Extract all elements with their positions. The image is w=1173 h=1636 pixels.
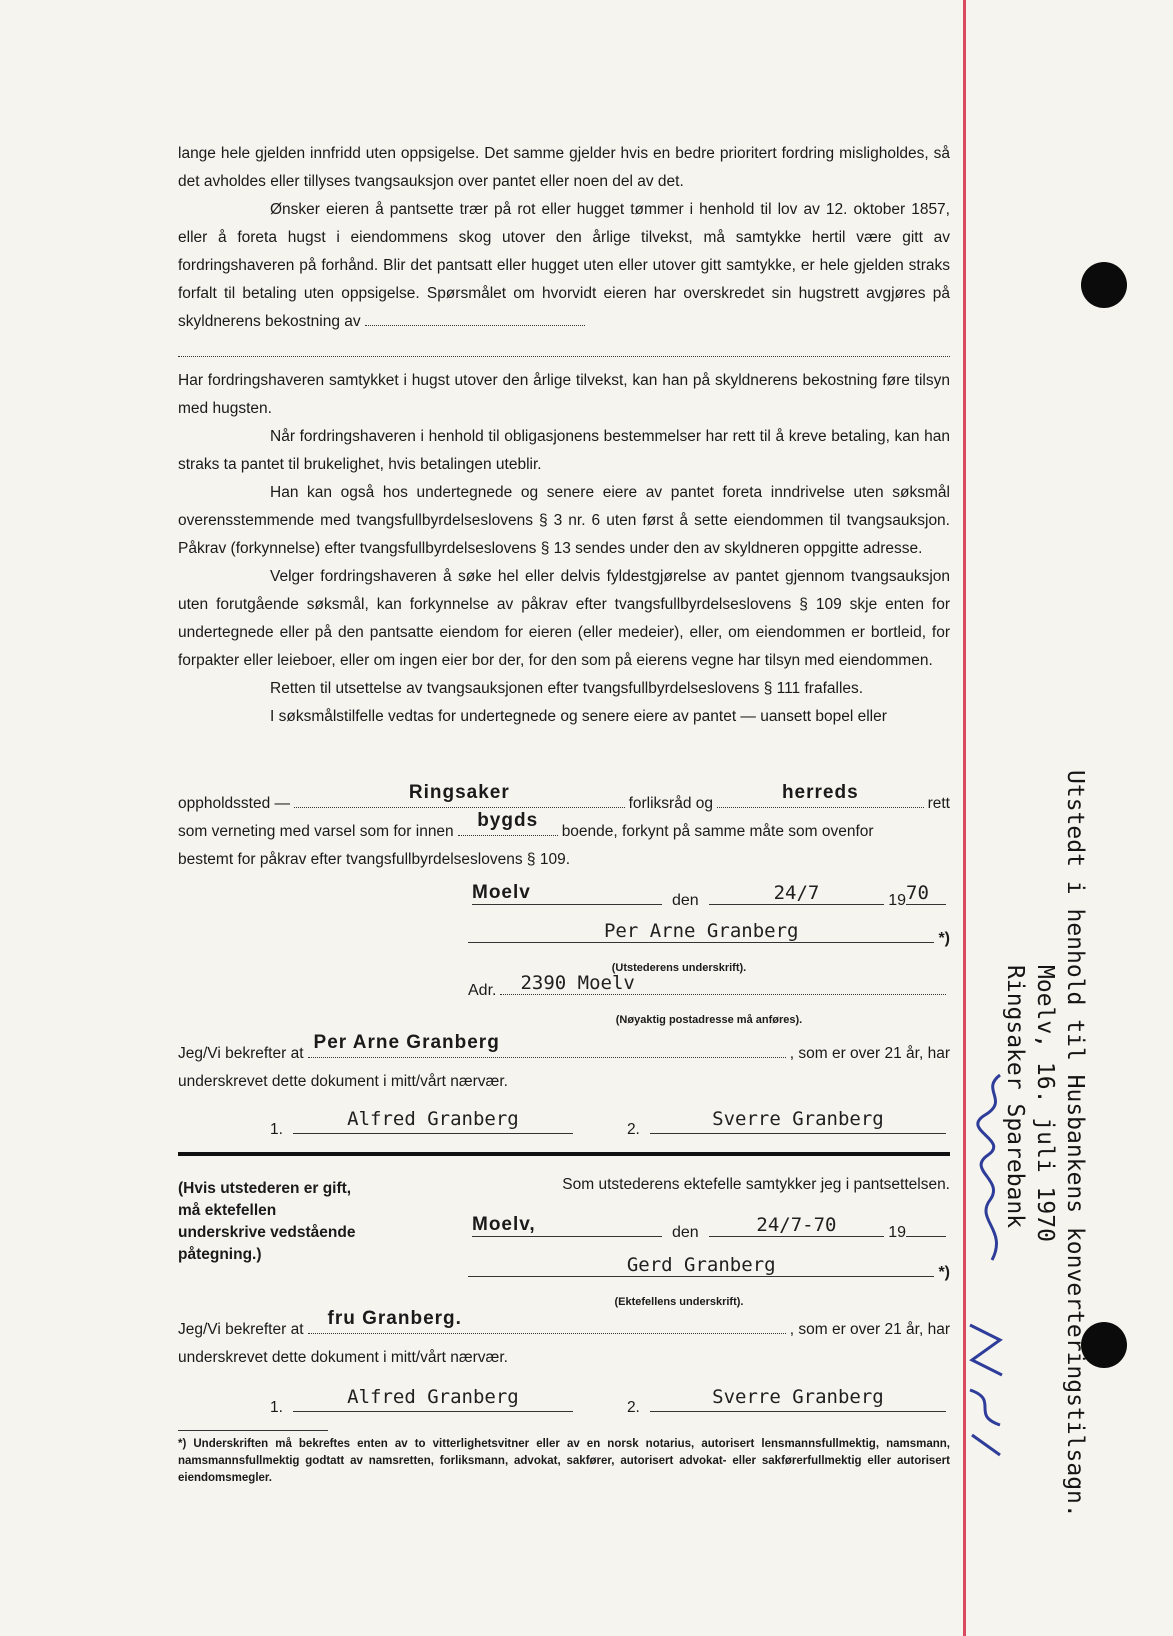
signer-star: *) (938, 930, 950, 947)
witness1-suffix: , som er over 21 år, har (789, 1045, 950, 1062)
witness1-name: Per Arne Granberg (313, 1032, 500, 1053)
spouse-star: *) (938, 1264, 950, 1281)
witness1-w2-field (650, 1108, 946, 1134)
witness2-w1-field (293, 1386, 573, 1412)
witness2-signatures (178, 1386, 950, 1422)
signature-place-field (472, 882, 662, 905)
address-caption: (Nøyaktig postadresse må anføres). (615, 1014, 803, 1026)
paragraph-2-text: Ønsker eieren å pantsette trær på rot eller hugget tømmer i henhold til lov av 12. oktober 1857, eller å foreta hugst i eiendommens skog utover den årlige tilvekst, må samtykke hertil være gitt av fordringshaveren på forhånd. Blir det pantsatt eller hugget uten eller utover gitt samtykke, er hele gjelden straks forfalt til betaling uten oppsigelse. Spørsmålet om hvorvidt eieren har overskredet sin hugstrett avgjøres på skyldnerens bekostning av (178, 201, 950, 330)
witness1-n1: 1. (270, 1121, 283, 1138)
handwritten-initials-1 (970, 1070, 1020, 1270)
spouse-signer: Gerd Granberg (626, 1254, 776, 1276)
paragraph-6: Velger fordringshaveren å søke hel eller delvis fyldestgjørelse av pantet gjennom tvangsauksjon uten forutgående søksmål, kan forkynnelse av påkrav efter tvangsfullbyrdelseslovens § 109 skje enten for undertegnede eller på den pantsatte eiendom for eieren (eller medeier), eller, om eiendommen er bortleid, for forpakter eller leieboer, eller om ingen eier bor der, for den som på eierens vegne har tilsyn med eiendommen. (178, 568, 950, 669)
spouse-label-den: den (672, 1224, 699, 1241)
handwritten-initials-2 (960, 1320, 1010, 1460)
paragraph-5: Han kan også hos undertegnede og senere eiere av pantet foreta inndrivelse uten søksmål overensstemmende med tvangsfullbyrdelseslovens § 3 nr. 6 uten først å sette eiendommen til tvangsauksjon. Påkrav (forkynnelse) efter tvangsfullbyrdelseslovens § 13 sendes under den av skyldneren oppgitte adresse. (178, 484, 950, 557)
address-line (468, 972, 950, 1014)
spouse-date: 24/7-70 (756, 1214, 837, 1236)
stamp-line-3: Ringsaker Sparebank (1002, 965, 1028, 1229)
spouse-date-field (709, 1214, 885, 1237)
address-value: 2390 Moelv (520, 972, 635, 994)
witness2-n1: 1. (270, 1399, 283, 1416)
paragraph-7: Retten til utsettelse av tvangsauksjonen efter tvangsfullbyrdelseslovens § 111 frafalles. (270, 680, 864, 697)
signature-year-field (906, 882, 946, 905)
witness1-signatures (178, 1108, 950, 1144)
paragraph-8: I søksmålstilfelle vedtas for undertegnede og senere eiere av pantet — uansett bopel eller (270, 708, 887, 725)
paragraph-2 (178, 196, 950, 336)
venue-line-3 (178, 846, 950, 874)
label-rett: rett (927, 795, 950, 812)
signature-date: 24/7 (773, 882, 820, 904)
signature-date-field (709, 882, 885, 905)
signer-line (468, 920, 950, 962)
spouse-consent: Som utstederens ektefelle samtykker jeg i pantsettelsen. (562, 1176, 950, 1193)
spouse-place: Moelv, (472, 1214, 536, 1235)
venue-court: herreds (781, 782, 859, 803)
venue-district-field (458, 810, 558, 836)
paragraph-1: lange hele gjelden innfridd uten oppsigelse. Det samme gjelder hvis en bedre prioritert fordring misligholdes, så det avholdes eller tillyses tvangsauksjon over pantet eller noen del av det. (178, 145, 950, 190)
witness2-w2: Sverre Granberg (712, 1386, 884, 1408)
signer-field (468, 920, 934, 943)
section-divider (178, 1152, 950, 1156)
witness2-w1: Alfred Granberg (347, 1386, 519, 1408)
blank-line (178, 336, 950, 357)
spouse-signature-block (468, 1214, 950, 1308)
witness2-w2-field (650, 1386, 946, 1412)
witness-block-2 (178, 1308, 950, 1422)
venue-place: Ringsaker (408, 782, 510, 803)
witness2-suffix: , som er over 21 år, har (789, 1321, 950, 1338)
label-den: den (672, 892, 699, 909)
signer-caption: (Utstederens underskrift). (611, 962, 747, 974)
venue-closing: bestemt for påkrav efter tvangsfullbyrdelseslovens § 109. (178, 851, 571, 868)
signature-year: 70 (906, 882, 929, 904)
year-prefix: 19 (888, 892, 906, 909)
label-forliksrad: forliksråd og (628, 795, 713, 812)
witness2-name: fru Granberg. (327, 1308, 462, 1329)
witness1-line (178, 1032, 950, 1068)
spouse-signer-line (468, 1254, 950, 1296)
spouse-place-field (472, 1214, 662, 1237)
witness2-prefix: Jeg/Vi bekrefter at (178, 1321, 304, 1338)
witness-block-1 (178, 1032, 950, 1144)
punch-hole-top (1081, 262, 1127, 308)
paragraph-3: Har fordringshaveren samtykket i hugst utover den årlige tilvekst, kan han på skyldnerens bekostning føre tilsyn med hugsten. (178, 372, 950, 417)
footnote-rule (178, 1430, 328, 1431)
spouse-signer-field (468, 1254, 934, 1277)
signer-name: Per Arne Granberg (603, 920, 799, 942)
witness1-line2: underskrevet dette dokument i mitt/vårt nærvær. (178, 1073, 508, 1090)
spouse-date-line (468, 1214, 950, 1256)
venue-line-2 (178, 810, 950, 846)
paragraph-4: Når fordringshaveren i henhold til obligasjonens bestemmelser har rett til å kreve betaling, kan han straks ta pantet til brukelighet, hvis betalingen uteblir. (178, 428, 950, 473)
witness1-prefix: Jeg/Vi bekrefter at (178, 1045, 304, 1062)
venue-place-field (294, 782, 625, 808)
footnote: *) Underskriften må bekreftes enten av to vitterlighetsvitner eller av en norsk notarius, autorisert lensmannsfullmektig, namsmann, namsmannsfullmektig godtatt av namsretten, forliksmann, advokat, sakfører, autorisert advokat- eller sakførerfullmektig eller autorisert eiendomsmegler. (178, 1438, 950, 1484)
spouse-year-field (906, 1222, 946, 1237)
paragraph-2-blank (365, 325, 585, 326)
witness1-name-field (308, 1032, 786, 1058)
signature-place: Moelv (472, 882, 531, 903)
venue-court-field (717, 782, 924, 808)
stamp-line-2: Moelv, 16. juli 1970 (1032, 965, 1058, 1242)
witness1-w2: Sverre Granberg (712, 1108, 884, 1130)
signature-date-line (468, 882, 950, 922)
witness2-line (178, 1308, 950, 1344)
label-oppholdssted: oppholdssted — (178, 795, 291, 812)
label-verneting: som verneting med varsel som for innen (178, 823, 454, 840)
spouse-signer-caption: (Ektefellens underskrift). (614, 1296, 744, 1308)
address-field (500, 972, 946, 995)
signature-block (468, 882, 950, 1026)
witness1-w1: Alfred Granberg (347, 1108, 519, 1130)
venue-block (178, 782, 950, 874)
witness2-line2: underskrevet dette dokument i mitt/vårt nærvær. (178, 1349, 508, 1366)
upper-text-block (178, 140, 950, 731)
witness2-n2: 2. (626, 1399, 640, 1416)
witness1-n2: 2. (626, 1121, 640, 1138)
venue-line-1 (178, 782, 950, 818)
label-boende: boende, forkynt på samme måte som ovenfor (561, 823, 874, 840)
venue-district: bygds (477, 810, 539, 831)
witness1-w1-field (293, 1108, 573, 1134)
label-adr: Adr. (468, 982, 497, 999)
spouse-note: (Hvis utstederen er gift, må ektefellen underskrive vedstående påtegning.) (178, 1180, 356, 1263)
stamp-line-1: Utstedt i henhold til Husbankens konverteringstilsagn. (1062, 770, 1088, 1518)
witness2-name-field (308, 1308, 786, 1334)
spouse-year-prefix: 19 (888, 1224, 906, 1241)
